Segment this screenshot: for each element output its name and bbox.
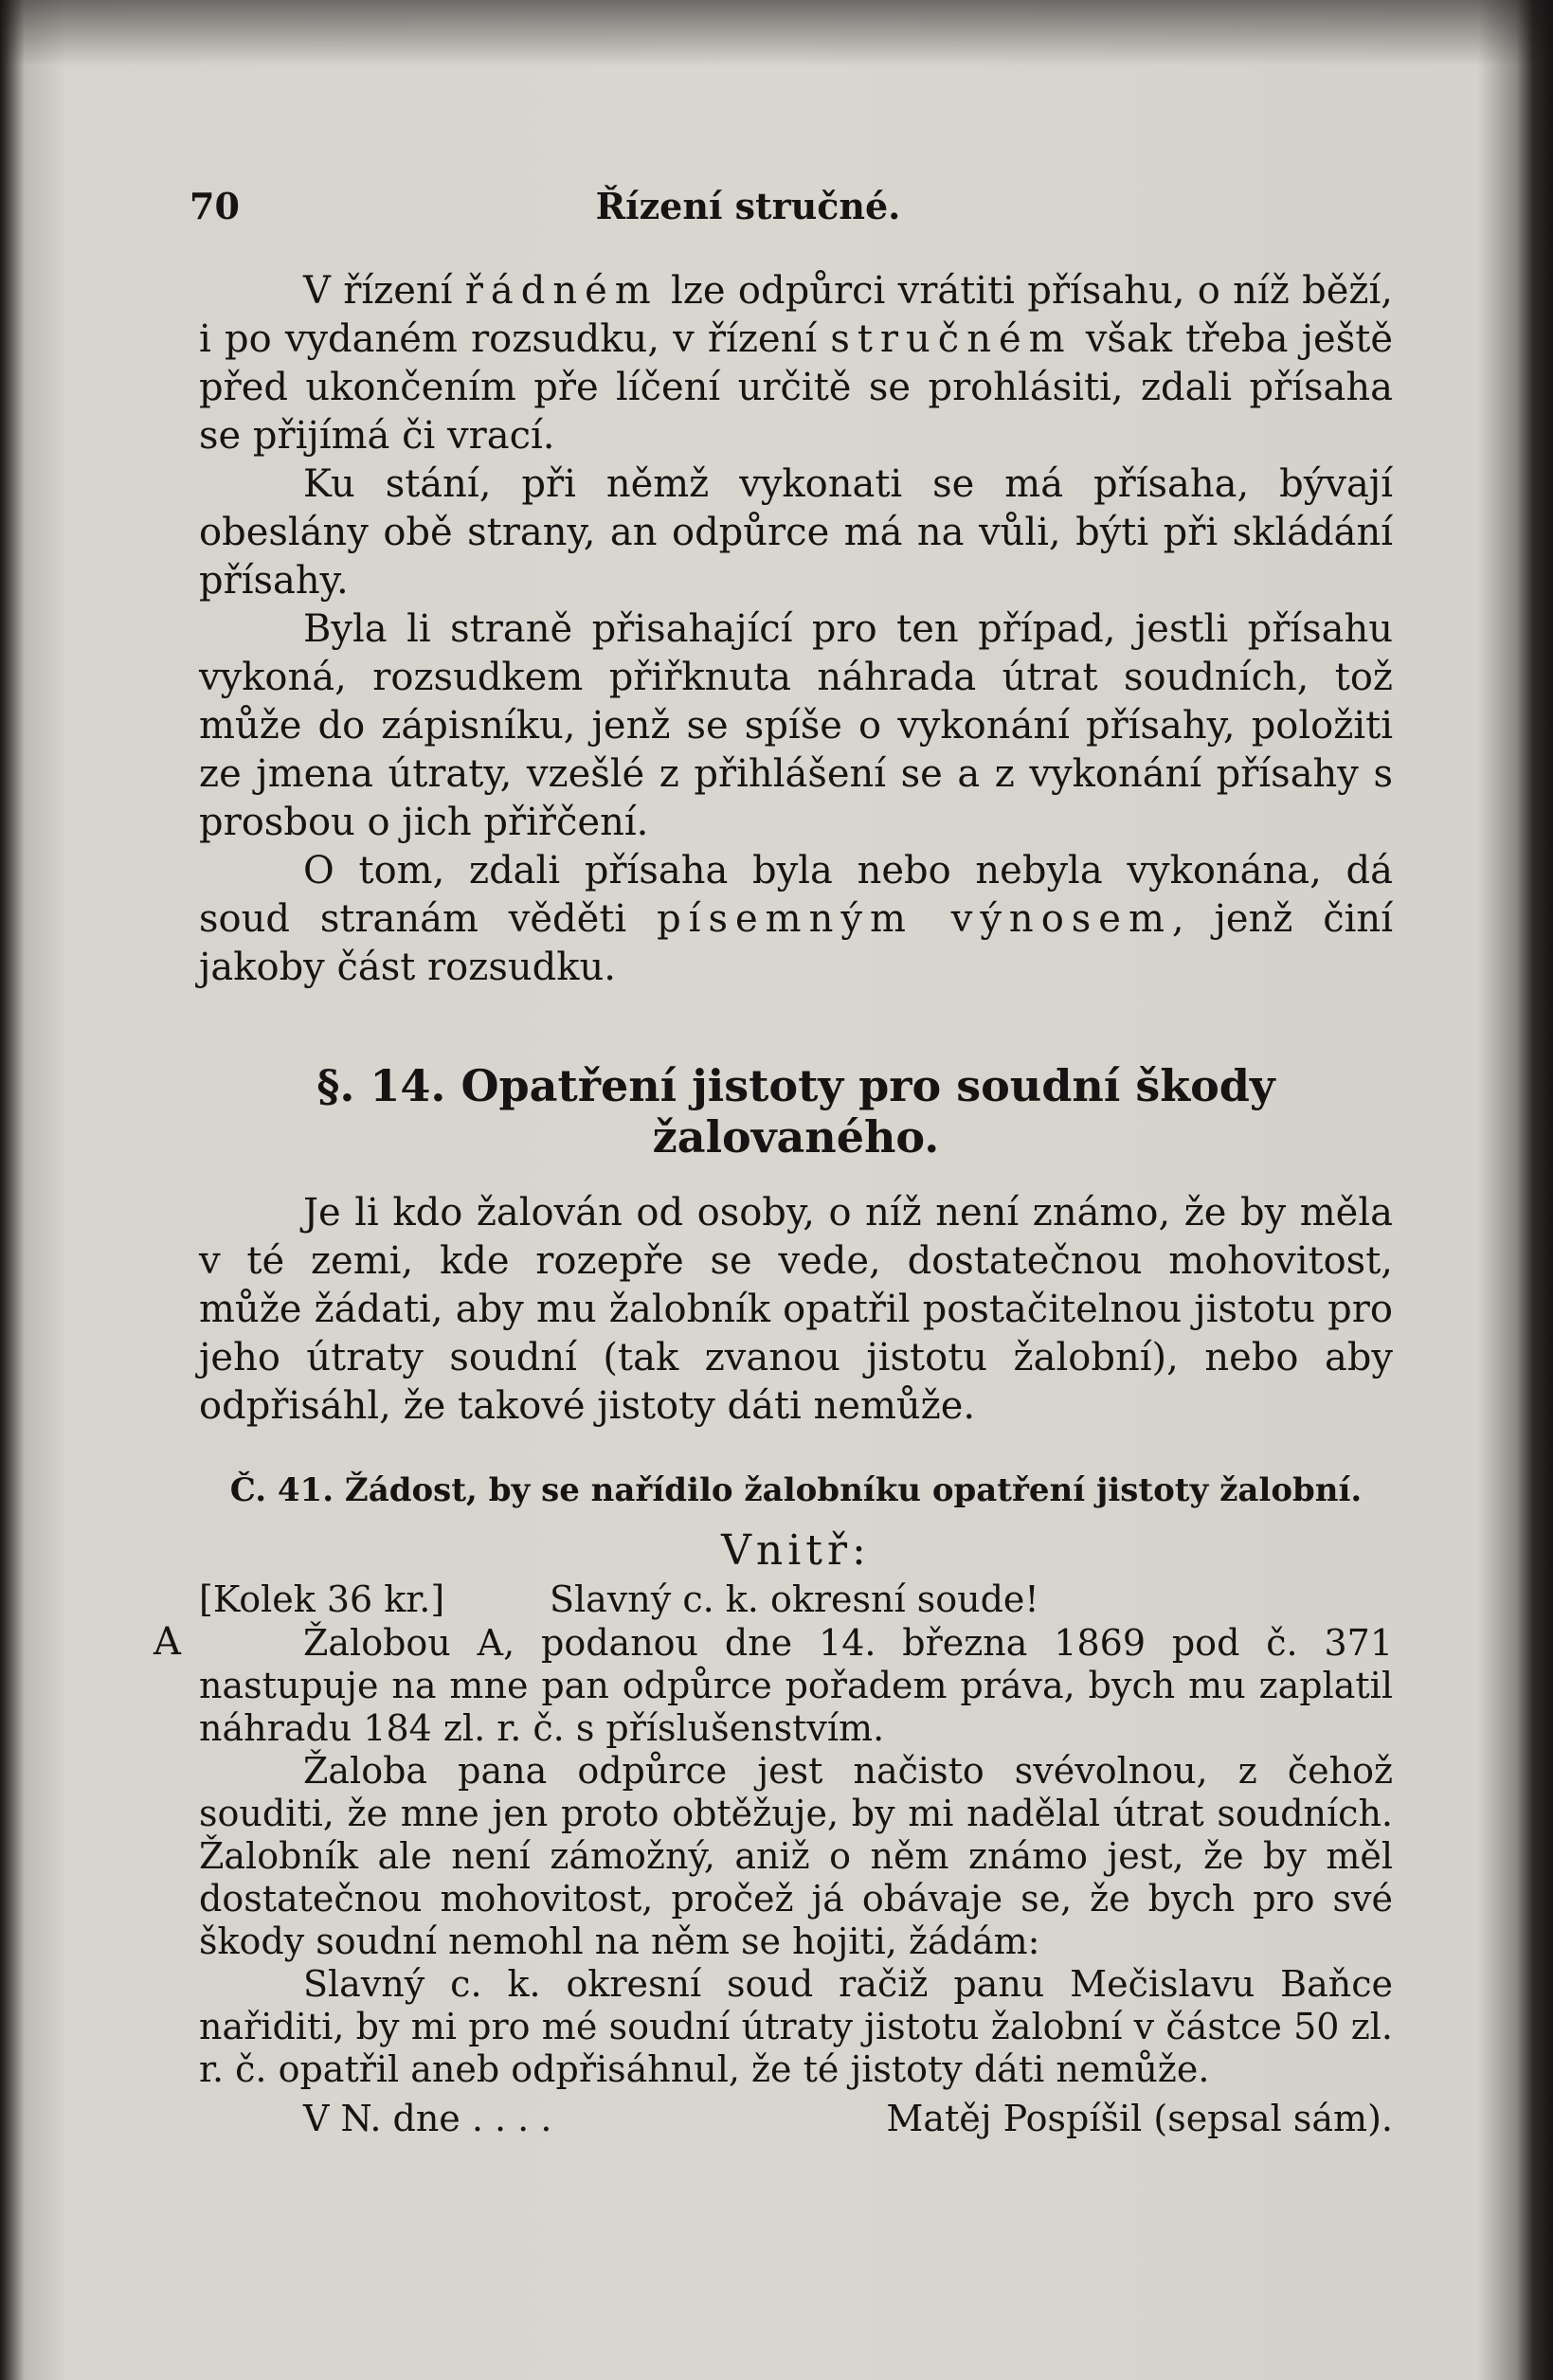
text-run: lze odpůrci vrátiti přísahu, o níž běží, i po vydaném rozsudku, v řízení [199,269,1393,361]
text-run: však třeba ještě před ukončením pře líčení určitě se prohlásiti, zdali přísaha se přijímá či vrací. [199,317,1393,458]
form-signature-row [199,2095,1393,2142]
form-address-row [199,1577,1393,1622]
form-vnitr: Vnitř: [721,1526,871,1575]
text-run: V řízení [303,269,465,313]
scan-shadow [0,0,1553,66]
form-paragraph-3: Slavný c. k. okresní soud račiž panu Mečislavu Baňce nařiditi, by mi pro mé soudní útraty jistotu žalobní v částce 50 zl. r. č. opatřil aneb odpřisáhnul, že té jistoty dáti nemůže. [199,1963,1393,2090]
paragraph-1 [199,267,1393,460]
place-date: V N. dne . . . . [303,2098,552,2139]
paragraph-4 [199,847,1393,992]
form-paragraph-1: Žalobou A, podanou dne 14. března 1869 pod č. 371 nastupuje na mne pan odpůrce pořadem práva, bych mu zaplatil náhradu 184 zl. r. č. s příslušenstvím. [199,1622,1393,1749]
form-title: Č. 41. Žádost, by se nařídilo žalobníku opatření jistoty žalobní. [229,1471,1363,1509]
section-heading-line-1: §. 14. Opatření jistoty pro soudní škody [316,1060,1275,1111]
stamp-note: [Kolek 36 kr.] [199,1578,445,1620]
text-run: O tom, zdali přísaha byla nebo nebyla vykonána, dá soud stranám věděti [199,849,1393,941]
page-body [199,267,1393,2142]
section-paragraph: Je li kdo žalován od osoby, o níž není známo, že by měla v té zemi, kde rozepře se vede, dostatečnou mohovitost, může žádati, aby mu žalobník opatřil postačitelnou jistotu pro jeho útraty soudní (tak zvanou jistotu žalobní), nebo aby odpřisáhl, že takové jistoty dáti nemůže. [199,1191,1393,1428]
paragraph-2: Ku stání, při němž vykonati se má přísaha, bývají obeslány obě strany, an odpůrce má na vůli, býti při skládání přísahy. [199,462,1393,603]
emphasis-spaced: řádném [464,269,659,313]
court-address: Slavný c. k. okresní soude! [550,1578,1039,1620]
text-run: , jenž činí jakoby část rozsudku. [199,897,1393,989]
signature: Matěj Pospíšil (sepsal sám). [886,2098,1393,2139]
page-number: 70 [190,185,240,227]
section-heading [199,1060,1393,1163]
section-heading-line-2: žalovaného. [652,1111,940,1163]
form-paragraph-2: Žaloba pana odpůrce jest načisto svévolnou, z čehož souditi, že mne jen proto obtěžuje, by mi nadělal útrat soudních. Žalobník ale není zámožný, aniž o něm známo jest, že by měl dostatečnou mohovitost, pročež já obávaje se, že bych pro své škody soudní nemohl na něm se hojiti, žádám: [199,1750,1393,1962]
page-header [190,185,1307,242]
emphasis-spaced: stručném [830,317,1073,361]
paragraph-3: Byla li straně přisahající pro ten případ, jestli přísahu vykoná, rozsudkem přiřknuta náhrada útrat soudních, tož může do zápisníku, jenž se spíše o vykonání přísahy, položiti ze jmena útraty, vzešlé z přihlášení se a z vykonání přísahy s prosbou o jich přiřčení. [199,607,1393,844]
form-body [199,1622,1393,2091]
emphasis-spaced: písemným výnosem [657,897,1172,941]
running-title: Řízení stručné. [595,185,901,227]
margin-letter: A [153,1620,181,1664]
